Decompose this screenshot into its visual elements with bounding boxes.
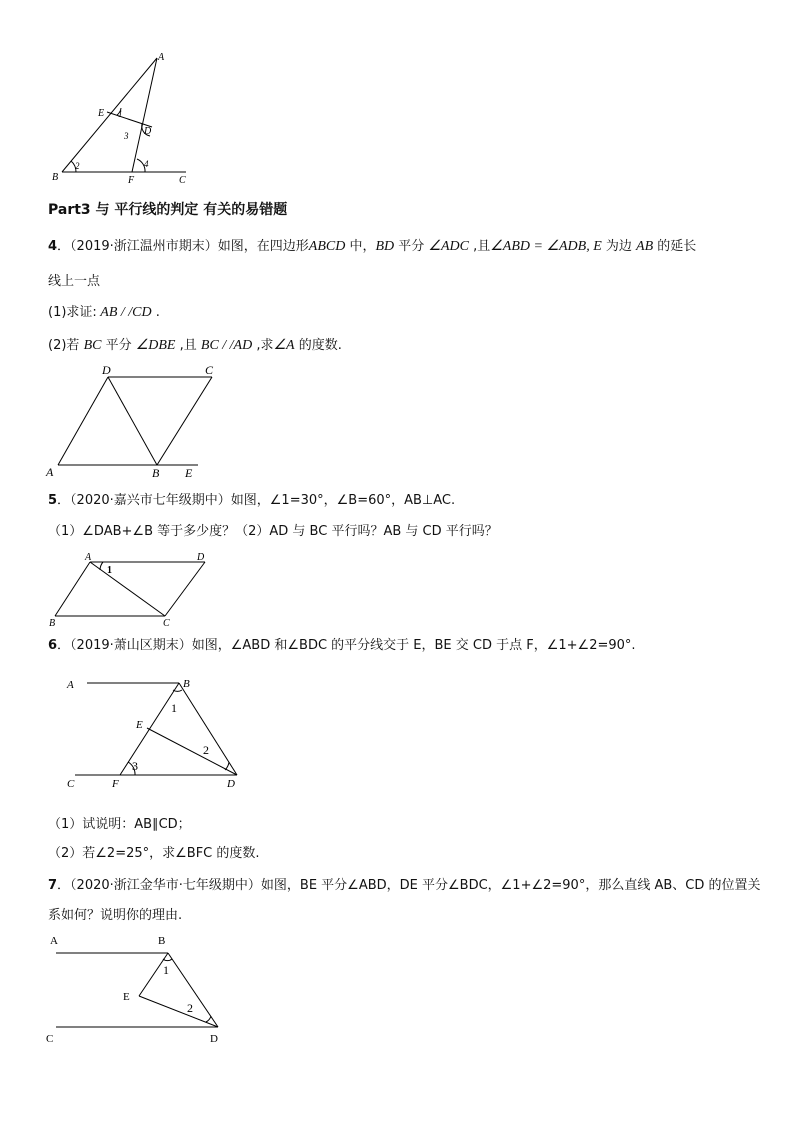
q4-part2-angle-a: ∠A <box>273 338 295 353</box>
q4-number: 4 <box>48 239 58 254</box>
line-ba <box>62 58 157 172</box>
q4-text-2: 中， <box>345 239 376 254</box>
q6-part2: （2）若∠2=25°，求∠BFC 的度数. <box>48 846 260 861</box>
q4-stem-line2: 线上一点 <box>48 274 101 289</box>
label-b: B <box>49 618 56 629</box>
line-bd <box>168 953 218 1027</box>
figure-triangle-transversal <box>40 48 200 188</box>
label-angle-1: 1 <box>163 963 169 977</box>
q4-part2-bc-ad: BC / /AD <box>200 338 253 353</box>
label-angle-1: 1 <box>118 109 123 119</box>
q6-text: ．（2019·萧山区期末）如图，∠ABD 和∠BDC 的平分线交于 E，BE 交 CD 于点 F，∠1+∠2=90°. <box>57 638 636 653</box>
label-d: D <box>197 552 205 563</box>
q7-text: ．（2020·浙江金华市·七年级期中）如图，BE 平分∠ABD，DE 平分∠BDC，∠1+∠2=90°，那么直线 AB、CD 的位置关 <box>57 878 761 893</box>
label-e: E <box>98 108 105 119</box>
line-ac <box>90 562 165 616</box>
label-c: C <box>179 175 186 186</box>
label-angle-2: 2 <box>75 161 80 171</box>
line-db <box>108 377 157 465</box>
label-b: B <box>158 935 166 947</box>
label-angle-2: 2 <box>203 743 209 757</box>
q5-questions: （1）∠DAB+∠B 等于多少度？（2）AD 与 BC 平行吗？AB 与 CD 平行吗？ <box>48 524 498 539</box>
label-f: F <box>112 778 119 790</box>
line-af <box>132 58 157 172</box>
figure-q4-quadrilateral <box>40 360 220 480</box>
line-bc <box>157 377 212 465</box>
angle-1-arc <box>100 562 103 570</box>
q4-math-abd-adb: ∠ABD = ∠ADB <box>490 239 587 254</box>
q4-part2-dbe: ∠DBE <box>135 338 176 353</box>
q4-text-3: 平分 <box>394 239 429 254</box>
angle-2-arc <box>225 762 229 770</box>
line-ed <box>107 112 152 127</box>
line-dc <box>165 562 205 616</box>
line-ed <box>147 728 237 775</box>
q4-text-6: 的延长 <box>653 239 697 254</box>
q4-part1-math: AB / /CD <box>96 305 152 320</box>
label-b: B <box>152 466 160 480</box>
q4-stem-line1 <box>48 237 696 257</box>
q4-text-5: 为边 <box>601 239 637 254</box>
q4-part2-t1: 平分 <box>101 338 136 353</box>
q4-comma: , <box>586 239 594 254</box>
label-d: D <box>227 778 235 790</box>
q4-text: ．（2019·浙江温州市期末）如图，在四边形 <box>57 239 309 254</box>
label-angle-1: 1 <box>107 565 112 576</box>
line-bd <box>179 683 237 775</box>
q4-math-abcd: ABCD <box>308 239 346 254</box>
q4-math-e: E <box>593 239 602 254</box>
q4-math-ab: AB <box>636 239 654 254</box>
label-c: C <box>163 618 170 629</box>
label-a: A <box>85 552 92 563</box>
q4-part2-label: (2)若 <box>48 338 84 353</box>
q4-text-4: ,且 <box>468 239 491 254</box>
angle-2-arc <box>206 1016 211 1022</box>
label-d: D <box>210 1033 218 1045</box>
label-d: D <box>102 363 111 377</box>
section-title: Part3 与 平行线的判定 有关的易错题 <box>48 202 288 218</box>
q4-part2-t4: 的度数. <box>294 338 342 353</box>
figure-q7-parallel-lines <box>40 928 240 1053</box>
q7-stem-line2: 系如何？说明你的理由. <box>48 908 183 923</box>
q6-stem <box>48 636 636 656</box>
label-angle-1: 1 <box>171 701 177 715</box>
label-e: E <box>136 719 143 731</box>
label-b: B <box>183 678 190 690</box>
q4-math-bd: BD <box>375 239 395 254</box>
figure-q5-parallelogram <box>40 546 220 631</box>
label-angle-4: 4 <box>144 159 149 169</box>
q4-part1-end: . <box>151 305 160 320</box>
label-c: C <box>46 1033 54 1045</box>
q6-part1: （1）试说明：AB∥CD； <box>48 817 191 832</box>
q7-number: 7 <box>48 878 58 893</box>
q4-part1-label: (1)求证: <box>48 305 97 320</box>
q5-stem <box>48 491 455 511</box>
q4-math-adc: ∠ADC <box>428 239 469 254</box>
q4-part1 <box>48 303 160 323</box>
label-angle-3: 3 <box>124 131 129 141</box>
q4-part2-t2: ,且 <box>175 338 201 353</box>
label-a: A <box>46 465 54 479</box>
label-f: F <box>128 175 135 186</box>
label-c: C <box>67 778 75 790</box>
label-angle-2: 2 <box>187 1001 193 1015</box>
label-a: A <box>67 679 74 691</box>
q6-number: 6 <box>48 638 58 653</box>
line-ab <box>55 562 90 616</box>
q5-text: ．（2020·嘉兴市七年级期中）如图，∠1=30°，∠B=60°，AB⊥AC. <box>57 493 456 508</box>
label-c: C <box>205 363 214 377</box>
label-a: A <box>158 52 165 63</box>
q5-number: 5 <box>48 493 58 508</box>
line-ad <box>58 377 108 465</box>
q4-part2 <box>48 336 342 356</box>
label-angle-3: 3 <box>132 759 138 773</box>
label-a: A <box>50 935 58 947</box>
line-ed <box>139 996 218 1027</box>
label-b: B <box>52 172 59 183</box>
q4-part2-bc: BC <box>83 338 102 353</box>
q4-part2-t3: ,求 <box>252 338 274 353</box>
figure-q6-parallel-lines <box>55 670 255 795</box>
label-e: E <box>185 466 193 480</box>
label-d: D <box>144 126 152 137</box>
label-e: E <box>123 991 130 1003</box>
q7-stem-line1 <box>48 876 761 896</box>
